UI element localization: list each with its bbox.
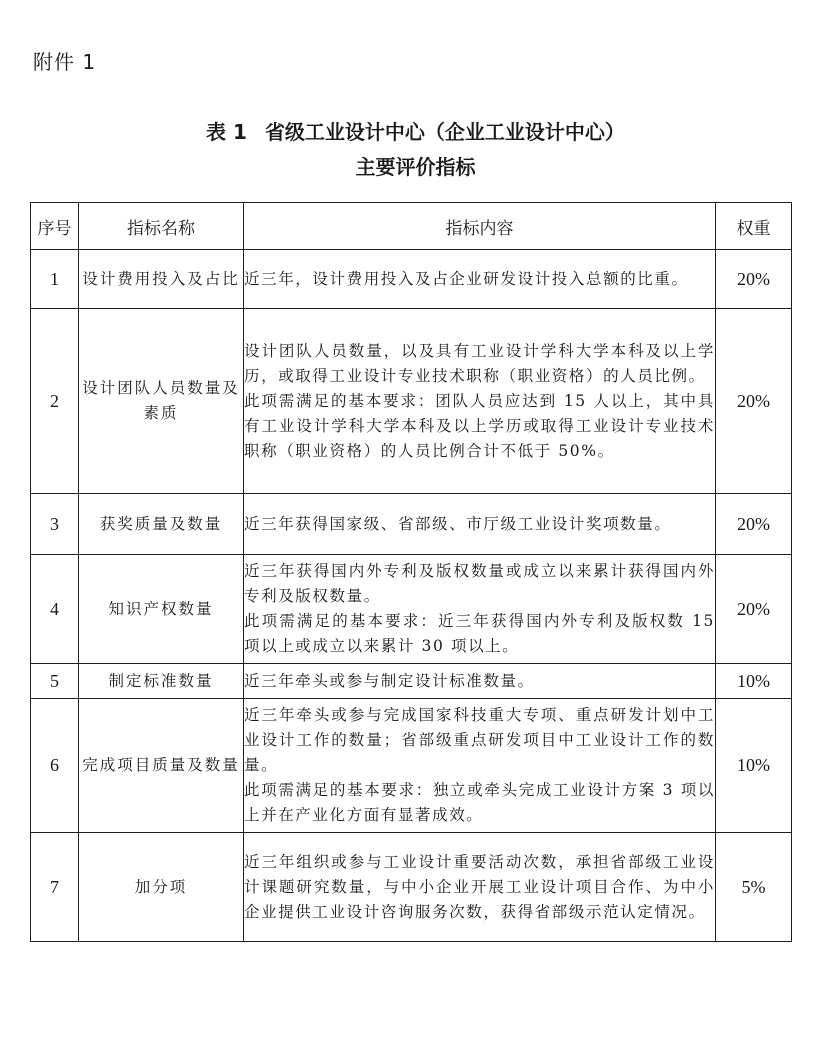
header-no: 序号 (31, 203, 79, 250)
header-name: 指标名称 (79, 203, 244, 250)
indicator-name: 获奖质量及数量 (79, 494, 244, 555)
content-paragraph: 近三年牵头或参与制定设计标准数量。 (244, 671, 535, 690)
indicator-weight: 20% (716, 309, 792, 494)
indicator-content (244, 309, 716, 494)
indicator-content (244, 699, 716, 833)
indicator-weight: 5% (716, 833, 792, 942)
indicator-weight: 10% (716, 699, 792, 833)
content-paragraph: 此项需满足的基本要求：独立或牵头完成工业设计方案 3 项以上并在产业化方面有显著成效。 (244, 781, 715, 824)
table-number: 表 1 (206, 120, 247, 144)
indicator-name: 设计费用投入及占比 (79, 250, 244, 309)
table-title-text: 省级工业设计中心（企业工业设计中心） (264, 120, 625, 144)
indicator-name: 知识产权数量 (79, 555, 244, 664)
indicator-content (244, 664, 716, 699)
header-weight: 权重 (716, 203, 792, 250)
row-number: 7 (31, 833, 79, 942)
indicator-content (244, 250, 716, 309)
table-row (31, 250, 792, 309)
content-paragraph: 近三年牵头或参与完成国家科技重大专项、重点研发计划中工业设计工作的数量；省部级重点研发项目中工业设计工作的数量。 (244, 706, 715, 774)
table-row (31, 494, 792, 555)
content-paragraph: 设计团队人员数量，以及具有工业设计学科大学本科及以上学历，或取得工业设计专业技术职称（职业资格）的人员比例。 (244, 341, 715, 385)
indicator-weight: 10% (716, 664, 792, 699)
indicator-name: 加分项 (79, 833, 244, 942)
table-row (31, 833, 792, 942)
row-number: 6 (31, 699, 79, 833)
content-paragraph: 近三年组织或参与工业设计重要活动次数，承担省部级工业设计课题研究数量，与中小企业开展工业设计项目合作、为中小企业提供工业设计咨询服务次数，获得省部级示范认定情况。 (244, 852, 715, 921)
attachment-label: 附件 1 (33, 50, 97, 74)
content-paragraph: 近三年获得国内外专利及版权数量或成立以来累计获得国内外专利及版权数量。 (244, 562, 715, 605)
row-number: 5 (31, 664, 79, 699)
table-header-row (31, 203, 792, 250)
content-paragraph: 此项需满足的基本要求：团队人员应达到 15 人以上，其中具有工业设计学科大学本科及以上学历或取得工业设计专业技术职称（职业资格）的人员比例合计不低于 50%。 (244, 391, 715, 460)
indicator-weight: 20% (716, 494, 792, 555)
evaluation-indicator-table (30, 202, 792, 942)
indicator-weight: 20% (716, 555, 792, 664)
table-row (31, 309, 792, 494)
indicator-content (244, 494, 716, 555)
row-number: 3 (31, 494, 79, 555)
content-paragraph: 近三年获得国家级、省部级、市厅级工业设计奖项数量。 (244, 514, 672, 533)
header-content: 指标内容 (244, 203, 716, 250)
indicator-name: 完成项目质量及数量 (79, 699, 244, 833)
indicator-weight: 20% (716, 250, 792, 309)
row-number: 4 (31, 555, 79, 664)
indicator-content (244, 833, 716, 942)
indicator-name: 设计团队人员数量及素质 (79, 309, 244, 494)
row-number: 2 (31, 309, 79, 494)
content-paragraph: 此项需满足的基本要求：近三年获得国内外专利及版权数 15 项以上或成立以来累计 30 项以上。 (244, 612, 715, 655)
table-row (31, 664, 792, 699)
table-row (31, 555, 792, 664)
indicator-content (244, 555, 716, 664)
table-title (0, 116, 831, 145)
content-paragraph: 近三年，设计费用投入及占企业研发设计投入总额的比重。 (244, 269, 689, 288)
indicator-name: 制定标准数量 (79, 664, 244, 699)
table-subtitle: 主要评价指标 (355, 155, 476, 179)
table-row (31, 699, 792, 833)
row-number: 1 (31, 250, 79, 309)
